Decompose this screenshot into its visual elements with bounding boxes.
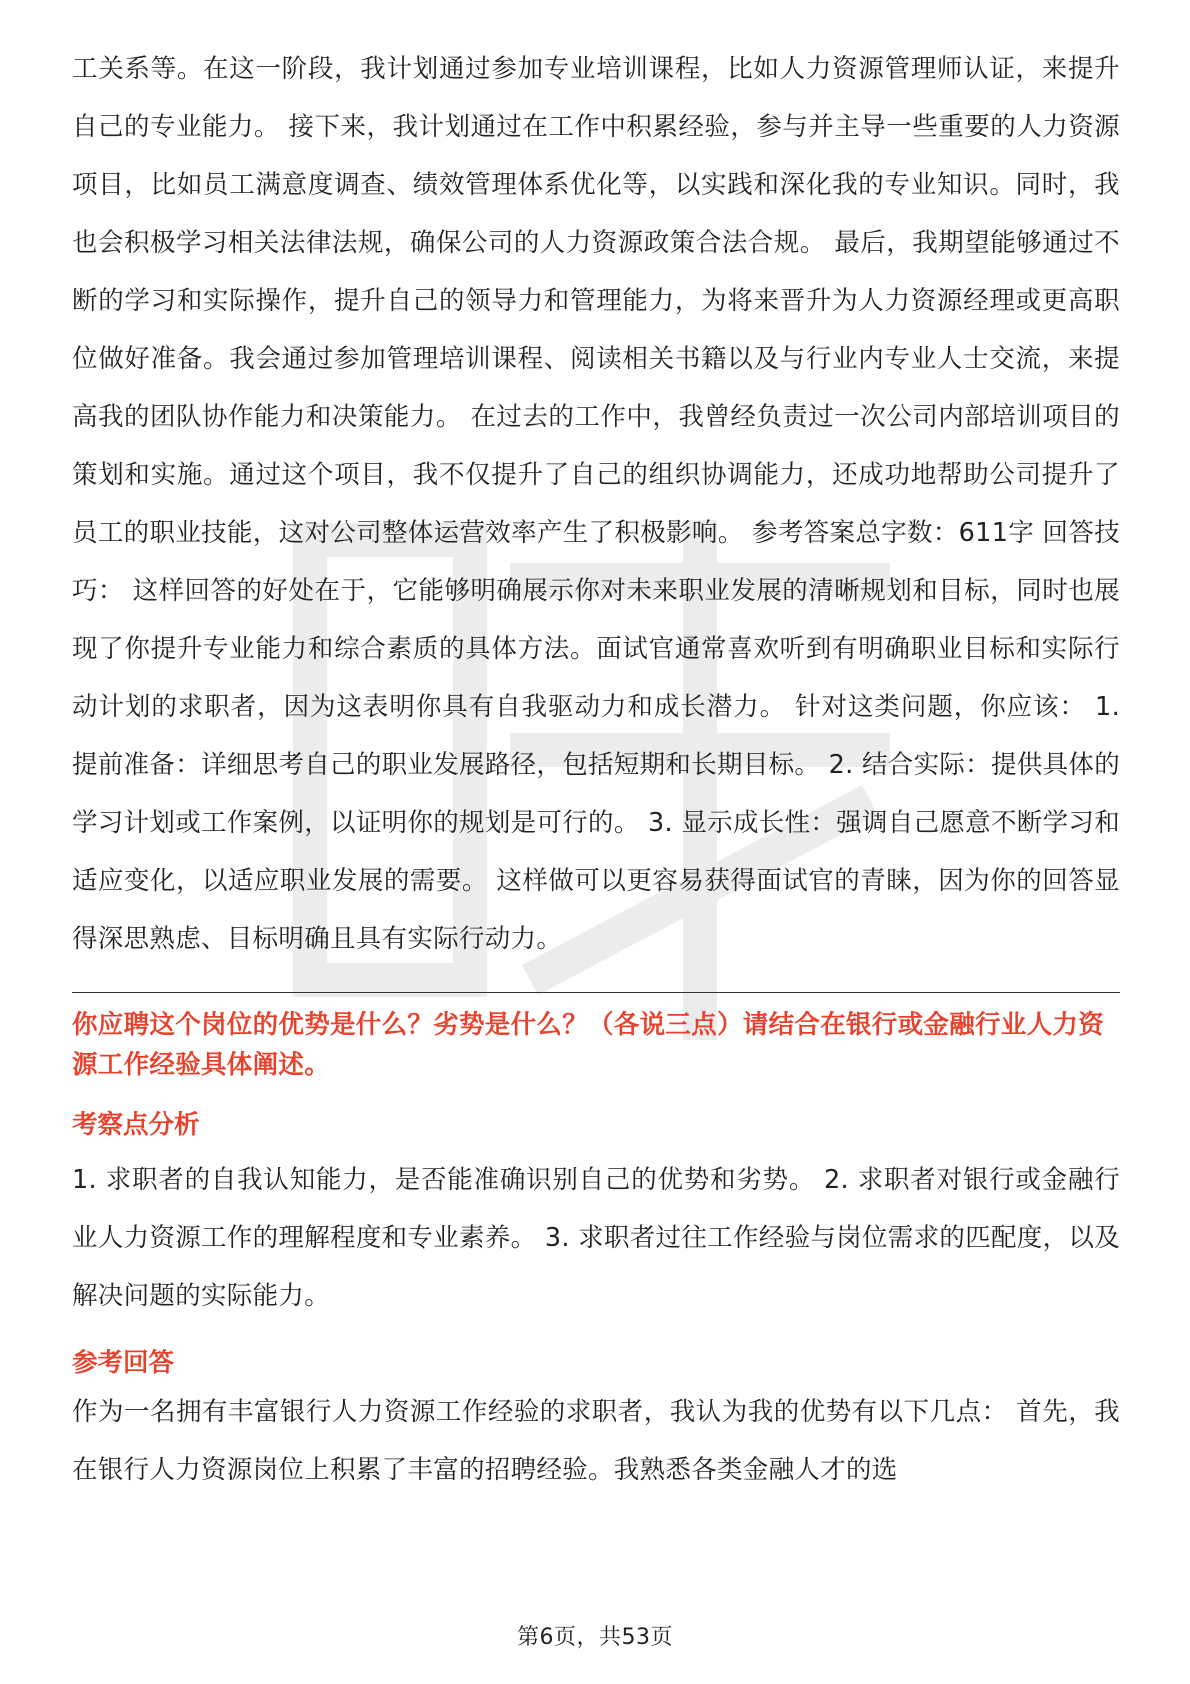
- question-heading: 你应聘这个岗位的优势是什么？劣势是什么？（各说三点）请结合在银行或金融行业人力资源工作经验具体阐述。: [72, 1010, 1105, 1080]
- analysis-text: 1. 求职者的自我认知能力，是否能准确识别自己的优势和劣势。 2. 求职者对银行或金融行业人力资源工作的理解程度和专业素养。 3. 求职者过往工作经验与岗位需求的匹配度，以及解决问题的实际能力。: [72, 1165, 1120, 1311]
- continued-paragraph: 工关系等。在这一阶段，我计划通过参加专业培训课程，比如人力资源管理师认证，来提升自己的专业能力。 接下来，我计划通过在工作中积累经验，参与并主导一些重要的人力资源项目，比如员工满意度调查、绩效管理体系优化等，以实践和深化我的专业知识。同时，我也会积极学习相关法律法规，确保公司的人力资源政策合法合规。 最后，我期望能够通过不断的学习和实际操作，提升自己的领导力和管理能力，为将来晋升为人力资源经理或更高职位做好准备。我会通过参加管理培训课程、阅读相关书籍以及与行业内专业人士交流，来提高我的团队协作能力和决策能力。 在过去的工作中，我曾经负责过一次公司内部培训项目的策划和实施。通过这个项目，我不仅提升了自己的组织协调能力，还成功地帮助公司提升了员工的职业技能，这对公司整体运营效率产生了积极影响。 参考答案总字数：611字 回答技巧： 这样回答的好处在于，它能够明确展示你对未来职业发展的清晰规划和目标，同时也展现了你提升专业能力和综合素质的具体方法。面试官通常喜欢听到有明确职业目标和实际行动计划的求职者，因为这表明你具有自我驱动力和成长潜力。 针对这类问题，你应该： 1. 提前准备：详细思考自己的职业发展路径，包括短期和长期目标。 2. 结合实际：提供具体的学习计划或工作案例，以证明你的规划是可行的。 3. 显示成长性：强调自己愿意不断学习和适应变化，以适应职业发展的需要。 这样做可以更容易获得面试官的青睐，因为你的回答显得深思熟虑、目标明确且具有实际行动力。: [72, 54, 1120, 954]
- page-content: [72, 40, 1120, 1499]
- answer-title: 参考回答: [72, 1348, 175, 1378]
- section-divider: [72, 992, 1120, 993]
- answer-text: 作为一名拥有丰富银行人力资源工作经验的求职者，我认为我的优势有以下几点： 首先，我在银行人力资源岗位上积累了丰富的招聘经验。我熟悉各类金融人才的选: [72, 1397, 1120, 1485]
- page-number-footer: 第6页，共53页: [517, 1625, 673, 1650]
- analysis-title: 考察点分析: [72, 1110, 200, 1140]
